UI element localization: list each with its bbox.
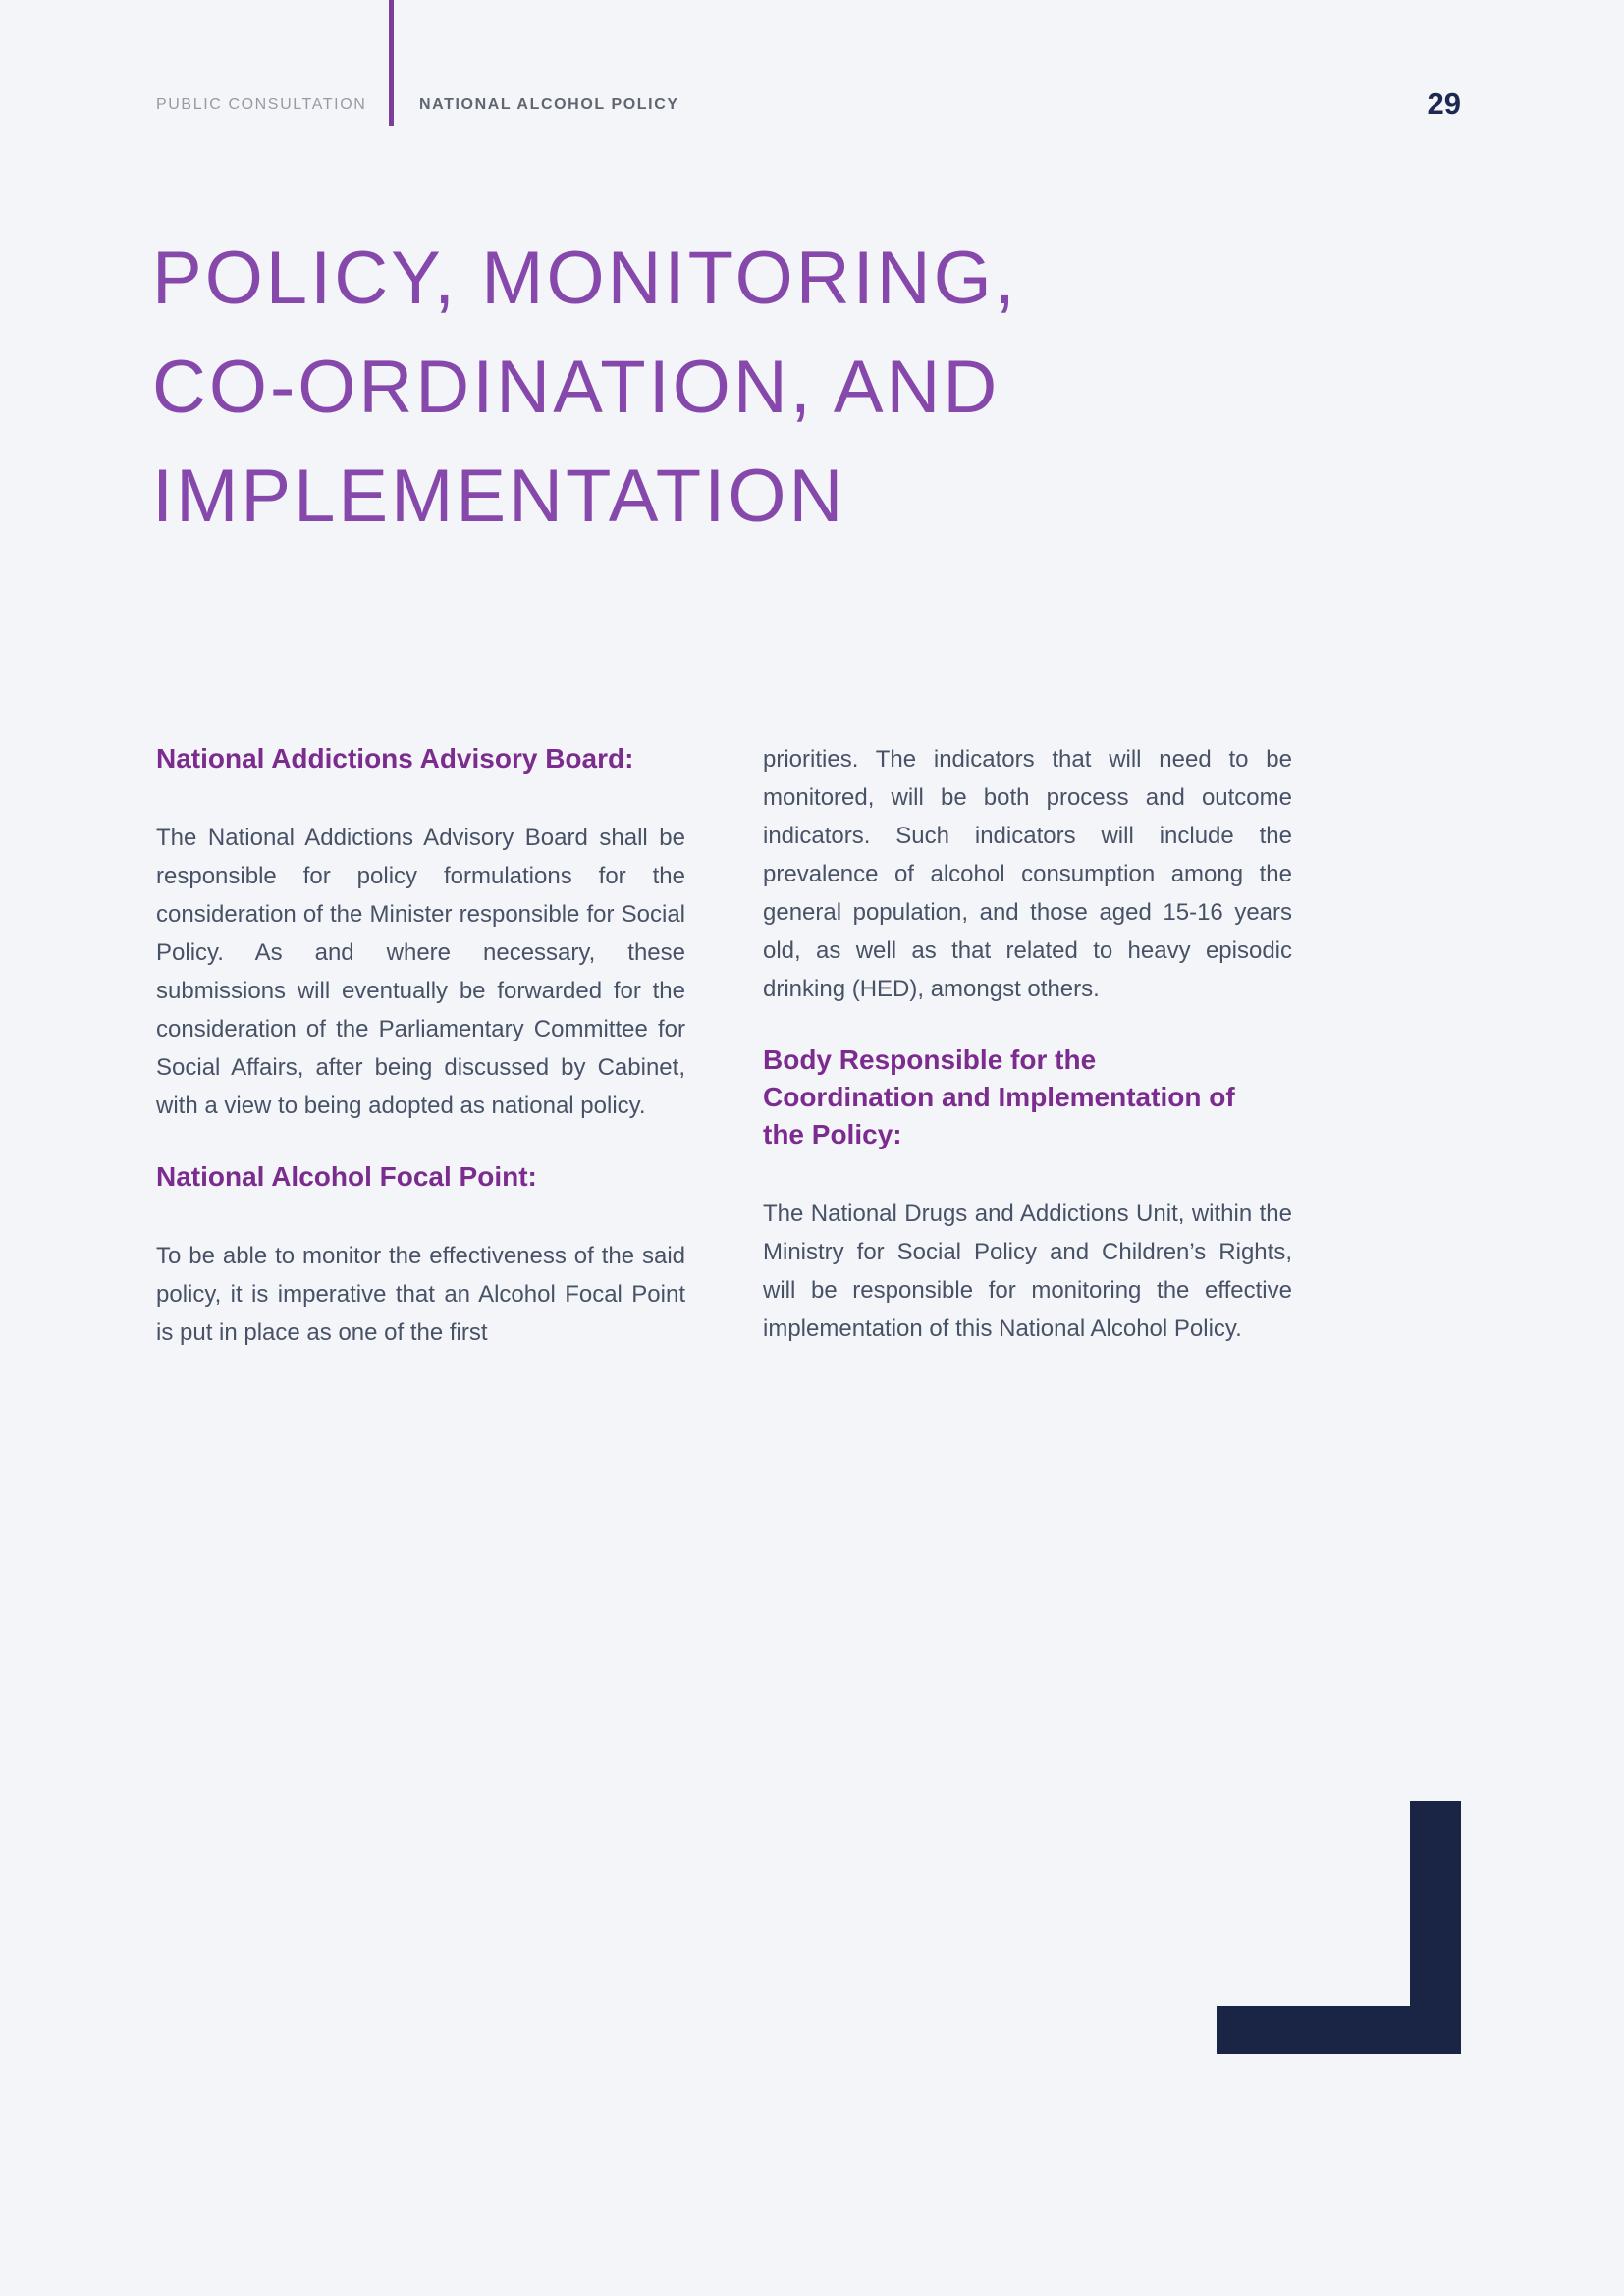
paragraph-alcohol-focal-point: To be able to monitor the effectiveness of the said policy, it is imperative that an Alcohol Focal Point is put in place as one of the first (156, 1243, 685, 1346)
header-divider (389, 0, 394, 126)
page-number: 29 (1427, 86, 1461, 121)
title-line-1: POLICY, MONITORING, (152, 237, 1018, 320)
paragraph-focal-point-continuation: priorities. The indicators that will need to be monitored, will be both process and outcome indicators. Such indicators will include the prevalence of alcohol consumption among the general population, and those aged 15-16 years old, as well as that related to heavy episodic drinking (HED), amongst others. (763, 746, 1292, 1002)
right-column (763, 740, 1292, 1385)
content-columns (156, 740, 1461, 1385)
header-right-label: NATIONAL ALCOHOL POLICY (419, 96, 679, 113)
header-left-label: PUBLIC CONSULTATION (156, 96, 367, 113)
page-title (152, 224, 1018, 551)
section-heading-addictions-advisory-board: National Addictions Advisory Board: (156, 743, 634, 774)
paragraph-coordination-implementation: The National Drugs and Addictions Unit, within the Ministry for Social Policy and Children’s Rights, will be responsible for monitoring the effective implementation of this National Alcohol Policy. (763, 1201, 1292, 1342)
section-heading-alcohol-focal-point: National Alcohol Focal Point: (156, 1161, 537, 1192)
title-line-3: IMPLEMENTATION (152, 454, 846, 538)
title-line-2: CO-ORDINATION, AND (152, 346, 1001, 429)
corner-decoration-horizontal (1217, 2006, 1461, 2054)
left-column (156, 740, 685, 1385)
paragraph-addictions-advisory-board: The National Addictions Advisory Board shall be responsible for policy formulations for the consideration of the Minister responsible for Social Policy. As and where necessary, these submissions will eventually be forwarded for the consideration of the Parliamentary Committee for Social Affairs, after being discussed by Cabinet, with a view to being adopted as national policy. (156, 825, 685, 1119)
section-heading-coordination-implementation: Body Responsible for the Coordination and Implementation of the Policy: (763, 1044, 1235, 1149)
